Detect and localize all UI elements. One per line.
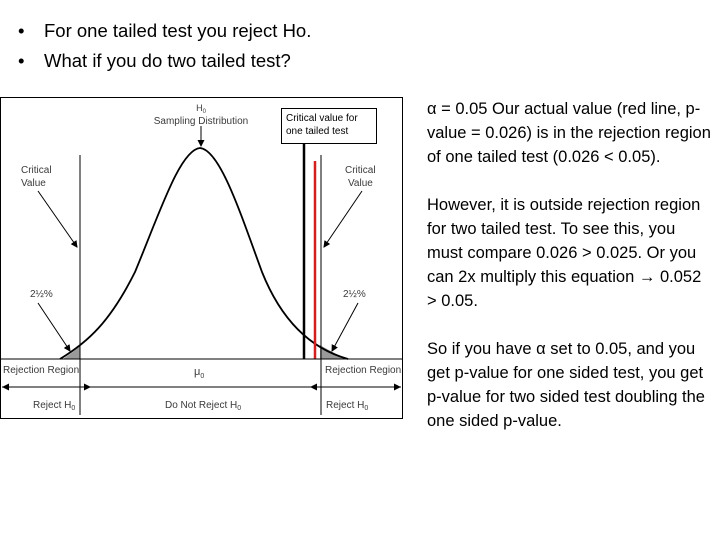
explanation-paragraph-1: α = 0.05 Our actual value (red line, p-value = 0.026) is in the rejection region of one tailed test (0.026 < 0.05).	[427, 100, 711, 166]
do-not-reject-h0: Do Not Reject $H_0$	[165, 400, 242, 412]
right-critical-label-2: Value	[348, 178, 373, 189]
distribution-title: Sampling Distribution	[153, 116, 249, 127]
left-reject-h0: Reject $H_0$	[33, 400, 76, 412]
left-rejection-label: Rejection Region	[3, 365, 80, 376]
right-critical-label: Critical	[345, 165, 376, 176]
left-critical-label-2: Value	[21, 178, 46, 189]
bullet-text: For one tailed test you reject Ho.	[44, 20, 312, 41]
bullet-list	[18, 16, 311, 76]
bullet-text: What if you do two tailed test?	[44, 50, 291, 71]
right-reject-h0: Reject $H_0$	[326, 400, 369, 412]
distribution-diagram	[0, 97, 403, 419]
right-tail-label: 2½%	[343, 289, 366, 300]
mu-label: $\mu_0$	[194, 366, 205, 380]
explanation-paragraph-3: So if you have α set to 0.05, and you get p-value for one sided test, you get p-value for two sided test doubling the one sided p-value.	[427, 340, 705, 430]
bullet-item: • What if you do two tailed test?	[18, 50, 291, 71]
right-rejection-label: Rejection Region	[325, 365, 402, 376]
left-critical-label: Critical	[21, 165, 52, 176]
sampling-distribution-figure	[0, 97, 403, 419]
one-tailed-callout: Critical value for one tailed test	[281, 108, 377, 144]
left-tail-label: 2½%	[30, 289, 53, 300]
bullet-item: • For one tailed test you reject Ho.	[18, 20, 312, 41]
h0-label: $H_0$	[196, 103, 206, 115]
explanation-paragraph-2: However, it is outside rejection region for two tailed test. To see this, you must compare 0.026 > 0.025. Or you can 2x multiply this equation → 0.052 > 0.05.	[427, 196, 702, 310]
explanation-panel	[427, 97, 712, 433]
